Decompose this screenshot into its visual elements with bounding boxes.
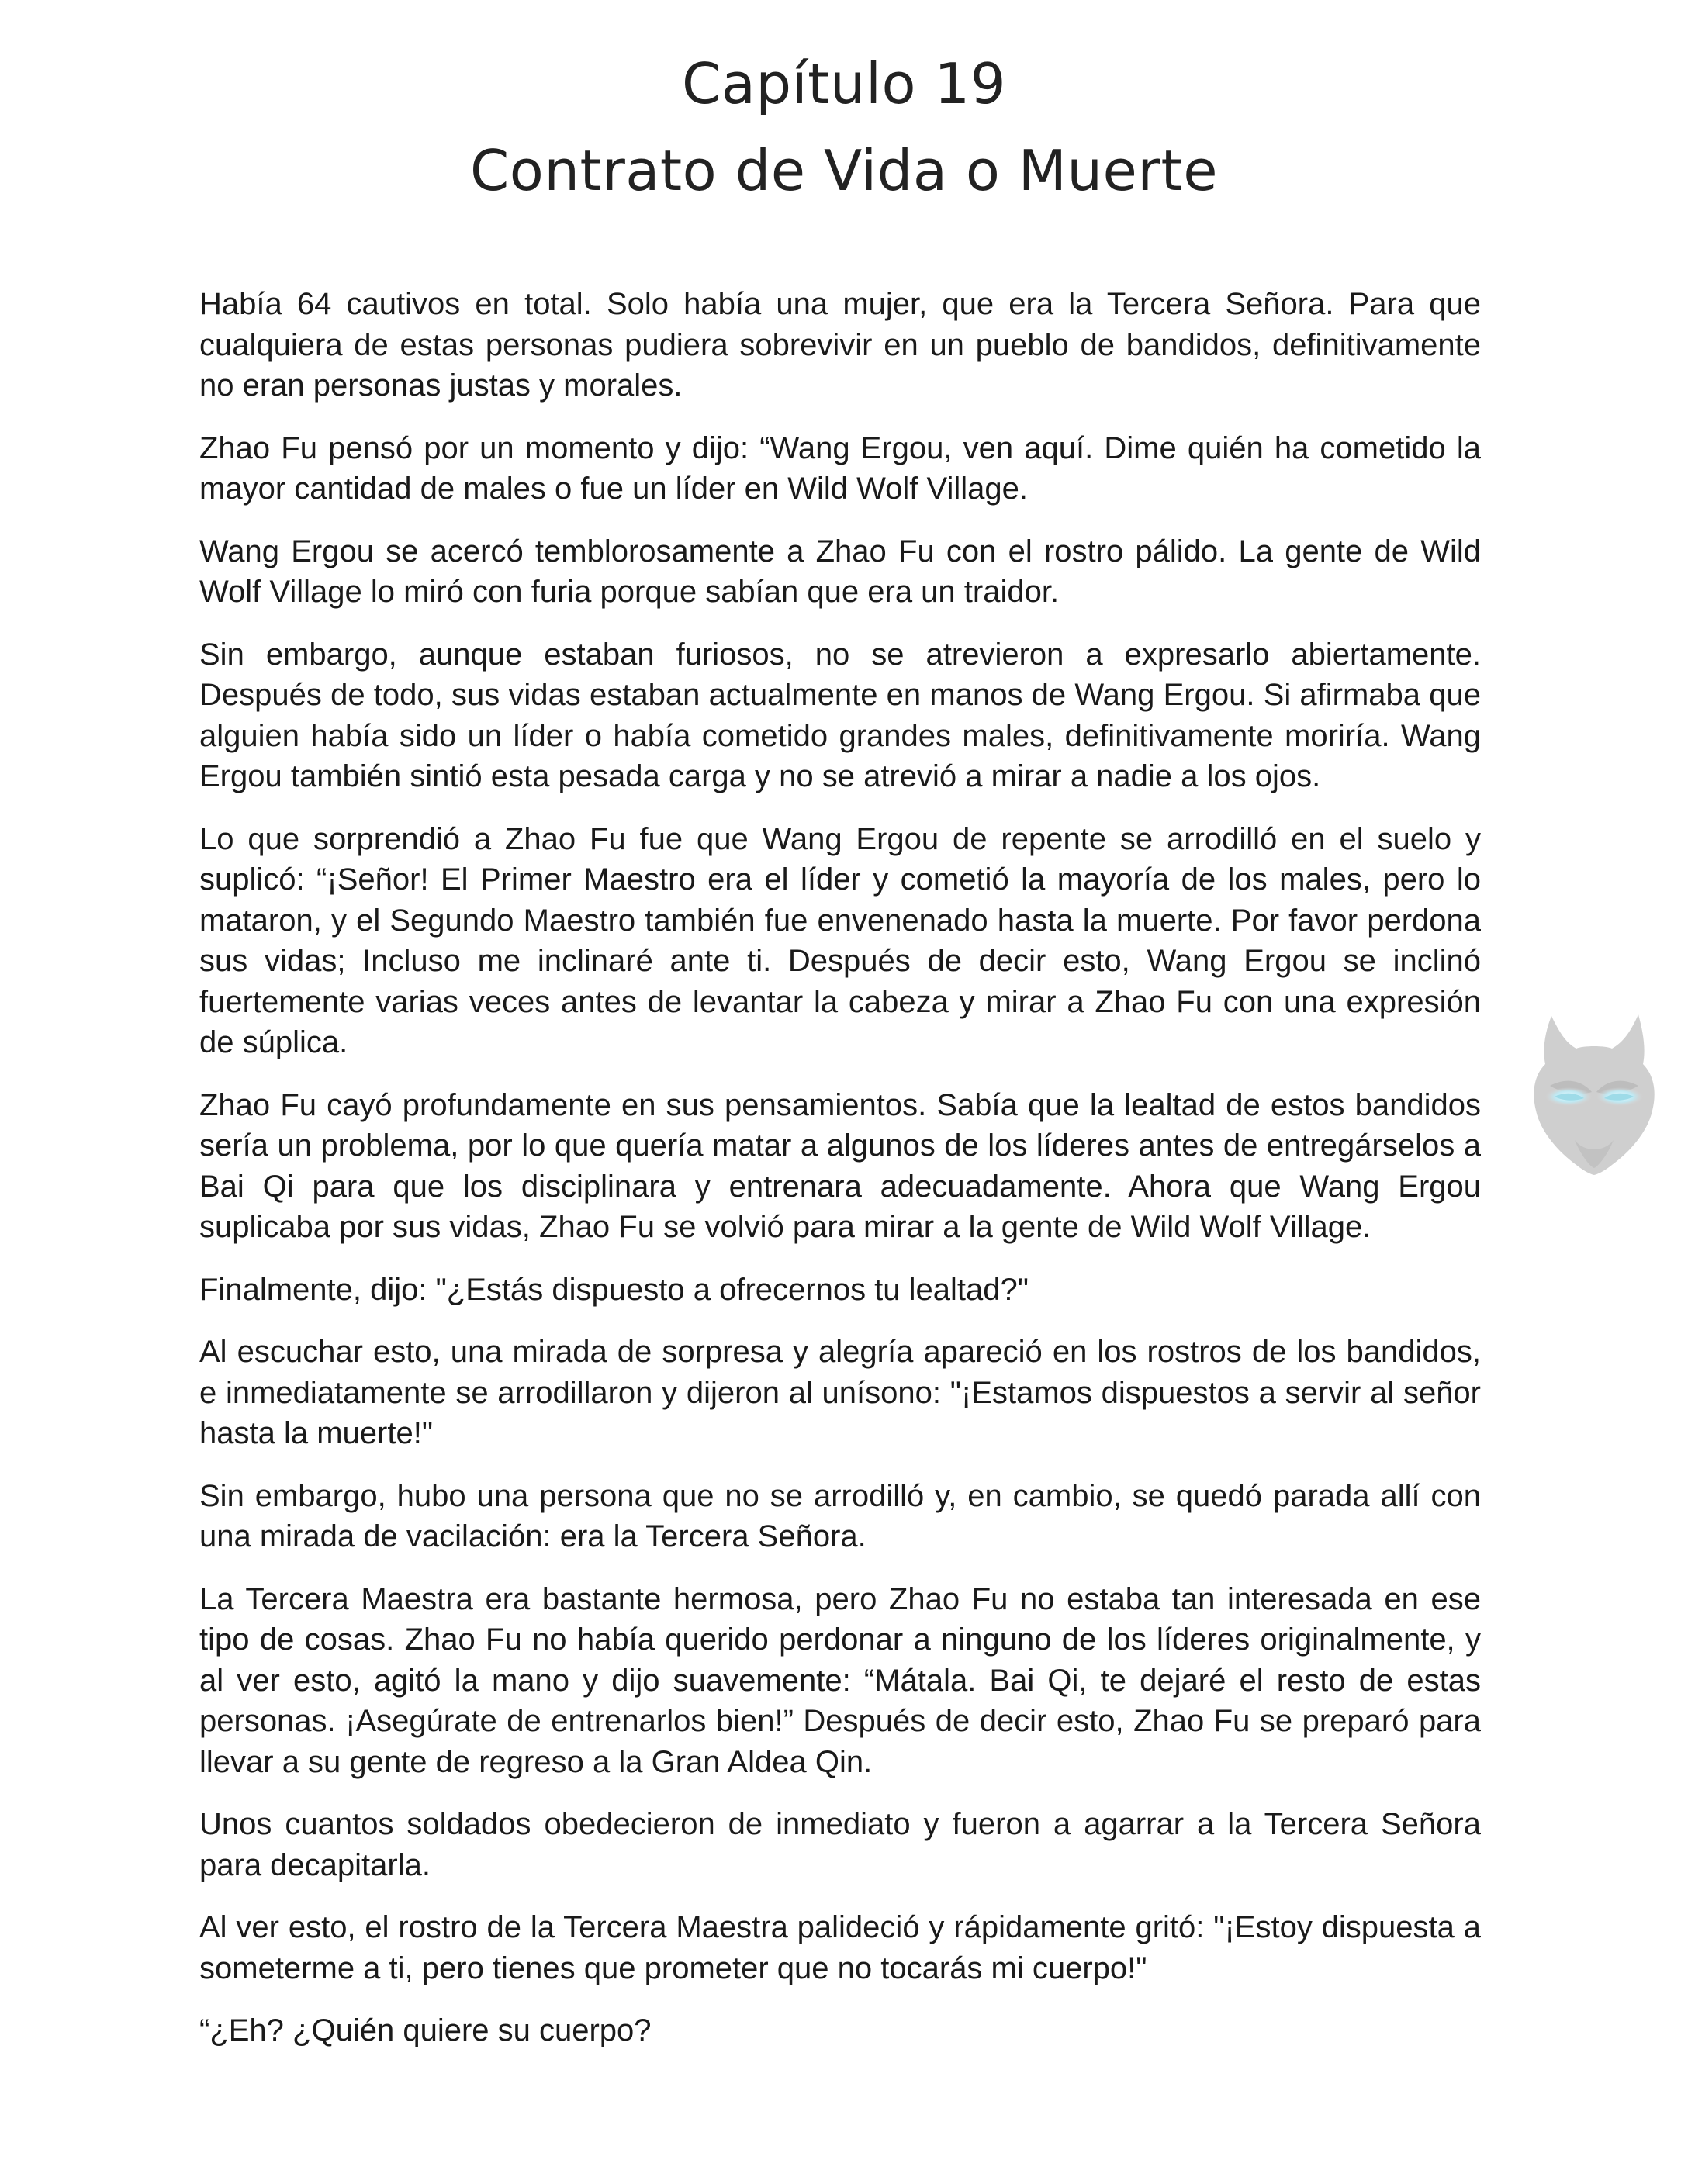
paragraph-1: Había 64 cautivos en total. Solo había una mujer, que era la Tercera Señora. Para que cualquiera de estas personas pudiera sobrevivir en un pueblo de bandidos, definitivamente no eran personas justas y morales. (199, 287, 1481, 403)
paragraph-3: Wang Ergou se acercó temblorosamente a Zhao Fu con el rostro pálido. La gente de Wild Wolf Village lo miró con furia porque sabían que era un traidor. (199, 534, 1481, 609)
paragraph-10: La Tercera Maestra era bastante hermosa, pero Zhao Fu no estaba tan interesada en ese tipo de cosas. Zhao Fu no había querido perdonar a ninguno de los líderes originalmente, y al ver esto, agitó la mano y dijo suavemente: “Mátala. Bai Qi, te dejaré el resto de estas personas. ¡Asegúrate de entrenarlos bien!” Después de decir esto, Zhao Fu se preparó para llevar a su gente de regreso a la Gran Aldea Qin. (199, 1581, 1481, 1779)
paragraph-4: Sin embargo, aunque estaban furiosos, no se atrevieron a expresarlo abiertamente. Después de todo, sus vidas estaban actualmente en manos de Wang Ergou. Si afirmaba que alguien había sido un líder o había cometido grandes males, definitivamente moriría. Wang Ergou también sintió esta pesada carga y no se atrevió a mirar a nadie a los ojos. (199, 637, 1481, 793)
paragraph-8: Al escuchar esto, una mirada de sorpresa y alegría apareció en los rostros de los bandidos, e inmediatamente se arrodillaron y dijeron al unísono: "¡Estamos dispuestos a servir al señor hasta la muerte!" (199, 1335, 1481, 1450)
chapter-body (199, 284, 1481, 2073)
chapter-name: Contrato de Vida o Muerte (470, 138, 1218, 203)
paragraph-9: Sin embargo, hubo una persona que no se arrodilló y, en cambio, se quedó parada allí con una mirada de vacilación: era la Tercera Señora. (199, 1478, 1481, 1553)
paragraph-7: Finalmente, dijo: "¿Estás dispuesto a ofrecernos tu lealtad?" (199, 1272, 1029, 1307)
demon-head-logo-icon (1520, 1000, 1668, 1179)
paragraph-13: “¿Eh? ¿Quién quiere su cuerpo? (199, 2013, 652, 2047)
paragraph-6: Zhao Fu cayó profundamente en sus pensamientos. Sabía que la lealtad de estos bandidos sería un problema, por lo que quería matar a algunos de los líderes antes de entregárselos a Bai Qi para que los disciplinara y entrenara adecuadamente. Ahora que Wang Ergou suplicaba por sus vidas, Zhao Fu se volvió para mirar a la gente de Wild Wolf Village. (199, 1087, 1481, 1244)
paragraph-2: Zhao Fu pensó por un momento y dijo: “Wang Ergou, ven aquí. Dime quién ha cometido la mayor cantidad de males o fue un líder en Wild Wolf Village. (199, 430, 1481, 506)
paragraph-11: Unos cuantos soldados obedecieron de inmediato y fueron a agarrar a la Tercera Señora para decapitarla. (199, 1807, 1481, 1882)
chapter-title (0, 40, 1688, 214)
paragraph-5: Lo que sorprendió a Zhao Fu fue que Wang Ergou de repente se arrodilló en el suelo y suplicó: “¡Señor! El Primer Maestro era el líder y cometió la mayoría de los males, pero lo mataron, y el Segundo Maestro también fue envenenado hasta la muerte. Por favor perdona sus vidas; Incluso me inclinaré ante ti. Después de decir esto, Wang Ergou se inclinó fuertemente varias veces antes de levantar la cabeza y mirar a Zhao Fu con una expresión de súplica. (199, 821, 1481, 1059)
chapter-number: Capítulo 19 (681, 51, 1007, 116)
paragraph-12: Al ver esto, el rostro de la Tercera Maestra palideció y rápidamente gritó: "¡Estoy dispuesta a someterme a ti, pero tienes que prometer que no tocarás mi cuerpo!" (199, 1910, 1481, 1985)
